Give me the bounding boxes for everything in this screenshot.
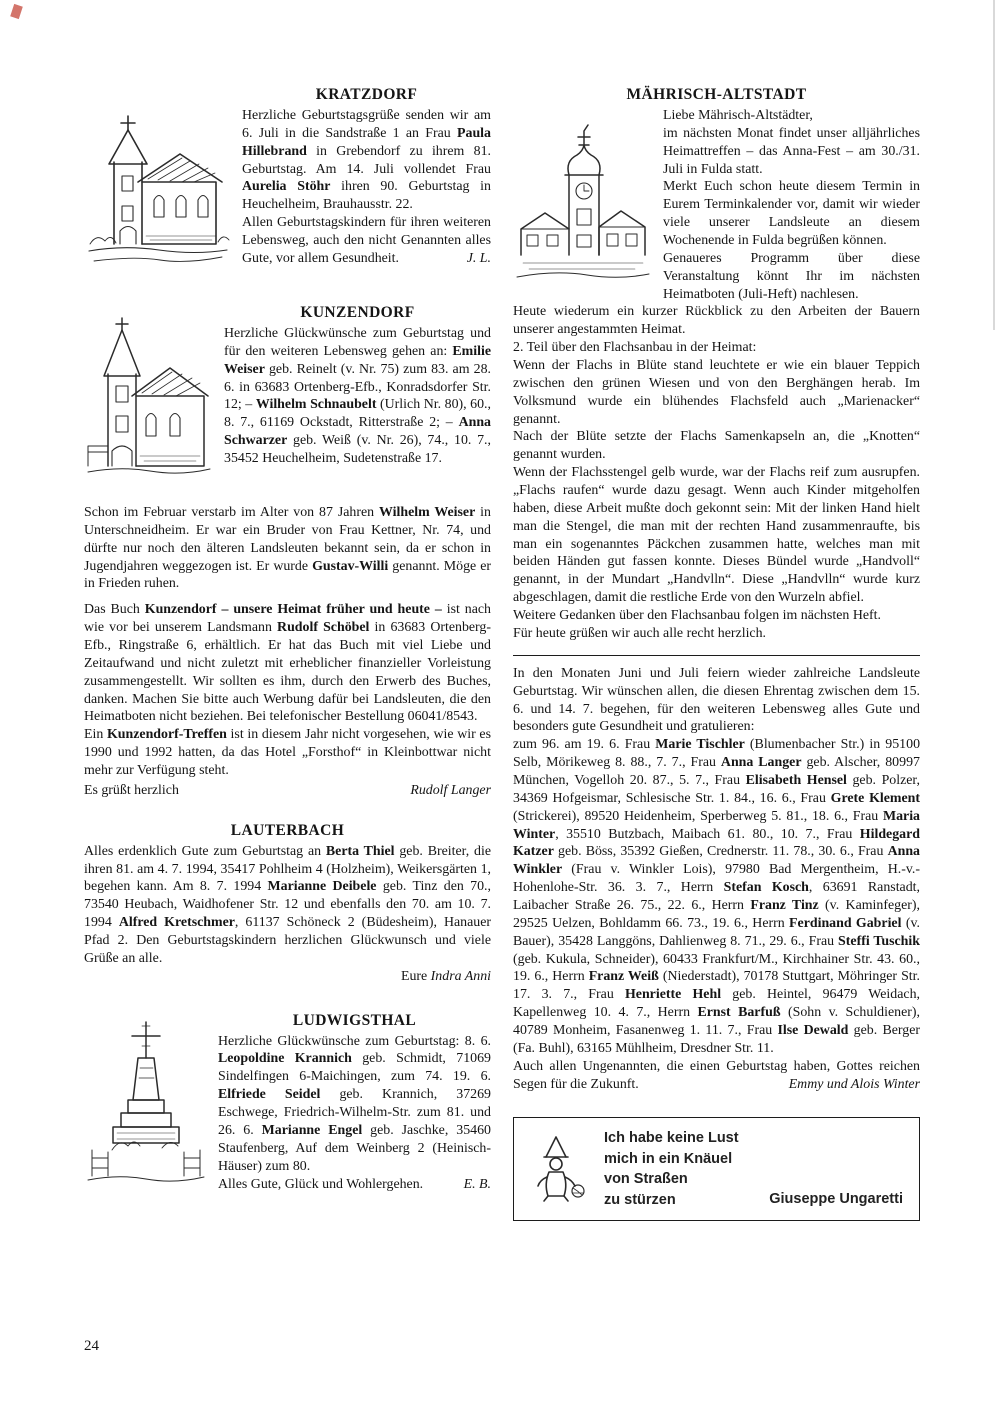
section-kunzendorf xyxy=(84,304,491,492)
kunzendorf-signature-line: Es grüßt herzlich Rudolf Langer xyxy=(84,782,491,798)
right-column xyxy=(513,86,920,1221)
section-kratzdorf-body xyxy=(242,86,491,268)
left-column xyxy=(84,86,491,1198)
section-lauterbach xyxy=(84,822,491,986)
maehrisch-intro-salutation: Liebe Mährisch-Altstädter, xyxy=(663,108,813,123)
flachs-paragraph-4: Nach der Blüte setzte der Flachs Samenkapseln an, die „Knotten“ genannt wurden. xyxy=(513,429,920,463)
maehrisch-intro-paragraph-2: Merkt Euch schon heute diesem Termin in Eurem Terminkalender vor, damit wir wieder viele unserer Landsleute an diesem Wochenende in Fulda begrüßen können. xyxy=(663,179,920,249)
lauterbach-paragraph-1: Alles erdenklich Gute zum Geburtstag an Berta Thiel geb. Breiter, die ihren 81. am 4. 7. 1994, 35417 Pohlheim 4 (Holzheim), Weikersgärten 1, begehen kann. Am 8. 7. 1994 Marianne Deibele geb. Tinz den 70., 73540 Heubach, Waidhofener Str. 12 und ebenfalls den 70. am 10. 7. 1994 Alfred Kretschmer, 61137 Schöneck 2 (Büdesheim), Hanauer Pfad 2. Den Geburtstagskindern herzlichen Glückwunsch und viele Grüße an alle. xyxy=(84,843,491,966)
scan-mark-red xyxy=(10,4,23,19)
kunzendorf-church-etching-illustration xyxy=(84,304,214,492)
birthdays-list-paragraph: zum 96. am 19. 6. Frau Marie Tischler (Blumenbacher Str.) in 95100 Selb, Mörikeweg 8. 88., 7. 7., Frau Anna Langer geb. Alscher, 80997 München, Vogelloh 20. 87., 5. 7., Frau Elisabeth Hensel geb. Polzer, 34369 Hofgeismar, Schlesische Str. 1. 84., 16. 6., Frau Grete Klement (Strickerei), 89520 Heidenheim, Sperberweg 5. 81., 18. 6., Frau Maria Winter, 35510 Butzbach, Maibach 61. 80., 10. 7., Frau Hildegard Katzer geb. Böss, 35392 Gießen, Crednerstr. 11. 78., 30. 6., Frau Anna Winkler (Frau v. Winkler Lois), 97980 Bad Mergentheim, H.-v.-Hohenlohe-Str. 36. 3. 7., Herrn Stefan Kosch, 63691 Ranstadt, Laibacher Straße 26. 75., 22. 6., Herrn Franz Tinz (v. Kaminfeger), 29525 Uelzen, Bohldamm 66. 73., 19. 6., Herrn Ferdinand Gabriel (v. Bauer), 35428 Langgöns, Dahlienweg 8. 71., 29. 6., Frau Steffi Tuschik (geb. Kukula, Schneider), 60433 Frankfurt/M., Kirchhainer Str. 43. 60., 19. 6., Herrn Franz Weiß (Niederstadt), 70178 Stuttgart, Möhringer Str. 17. 3. 7., Frau Henriette Hehl geb. Heintel, 96479 Weidach, Kapellenweg 10. 4. 7., Herrn Ernst Barfuß (Sohn v. Schuldiener), 40789 Monheim, Fasanenweg 1. 11. 7., Frau Ilse Dewald geb. Berger (Fa. Buhl), 63165 Mühlheim, Dresdner Str. 11. xyxy=(513,737,920,1056)
birthdays-closing-paragraph: Auch allen Ungenannten, die einen Geburtstag haben, Gottes reichen Segen für die Zukunft. Emmy und Alois Winter xyxy=(513,1058,920,1092)
flachs-paragraph-7: Für heute grüßen wir auch alle recht herzlich. xyxy=(513,625,767,641)
quote-attribution: Giuseppe Ungaretti xyxy=(769,1191,903,1208)
kunzendorf-treffen-paragraph: Ein Kunzendorf-Treffen ist in diesem Jahr nicht vorgesehen, wie wir es 1990 und 1992 hatten, da das Hotel „Forsthof“ in Kleinbottwar nicht mehr zur Verfügung steht. xyxy=(84,727,491,779)
quote-box xyxy=(513,1117,920,1221)
flachs-paragraph-5: Wenn der Flachsstengel gelb wurde, war der Flachs reif zum ausrupfen. „Flachs raufen“ wurde dazu gesagt. Wenn auch Kinder mitgeholfen haben, diese Arbeit mußte doch gekonnt sein: Mit der linken Hand hielt man die Stengel, die man mit der rechten Hand zusammenraufte, bis man ein sogenanntes Päckchen zusammen hatte, welches man mit beiden Händen gut fassen konnte. Dieses Bündel wurde „Handvoll“ genannt, in der Mundart „Handvlln“. Diese „Handvlln“ wurde kurz abgeschlagen, damit die restliche Erde von den Wurzeln abfiel. xyxy=(513,465,920,606)
birthdays-intro-paragraph: In den Monaten Juni und Juli feiern wieder zahlreiche Landsleute Geburtstag. Wir wünschen allen, die diesen Ehrentag zwischen dem 15. 6. und 14. 7. begehen, für den weiteren Lebensweg alles Gute und besonders gute Gesundheit und gratulieren: xyxy=(513,665,920,735)
kunzendorf-paragraph-1: Herzliche Glückwünsche zum Geburtstag und für den weiteren Lebensweg gehen an: Emilie Weiser geb. Reinelt (v. Nr. 75) zum 83. am 28. 6. in 63683 Ortenberg-Efb., Konradsdorfer Str. 12; – Wilhelm Schnaubelt (Urlich Nr. 80), 60., 8. 7., 61169 Ockstadt, Ritterstraße 2; – Anna Schwarzer geb. Weiß (v. Nr. 26), 74., 10. 7., 35452 Heuchelheim, Sudetenstraße 17. xyxy=(224,326,491,467)
section-maehrisch-altstadt xyxy=(513,107,920,303)
section-title-ludwigsthal: LUDWIGSTHAL xyxy=(292,1011,417,1029)
lauterbach-signature: Eure Indra Anni xyxy=(400,968,491,984)
kunzendorf-book-paragraph: Das Buch Kunzendorf – unsere Heimat früher und heute – ist nach wie vor bei unserem Landsmann Rudolf Schöbel in 63683 Ortenberg-Efb., Ringstraße 6, erhältlich. Er hat das Buch mit viel Liebe und Zeitaufwand und nicht zuletzt mit erheblicher finanzieller Vorleistung zusammengestellt. Wir sollten es ihm, durch den Erwerb des Buches, danken. Machen Sie bitte auch Werbung dafür bei Landsleuten, die den Heimatboten nicht beziehen. Bei telefonischer Bestellung 06041/8543. xyxy=(84,602,491,725)
kunzendorf-notes-block xyxy=(84,504,491,800)
kunzendorf-obituary-paragraph: Schon im Februar verstarb im Alter von 87 Jahren Wilhelm Weiser in Unterschneidheim. Er war ein Bruder von Frau Kettner, Nr. 74, und dürfte nur noch den älteren Landsleuten bekannt sein, da er schon in Jugendjahren weggezogen ist. Er wurde Gustav-Willi genannt. Möge er in Frieden ruhen. xyxy=(84,505,491,592)
ludwigsthal-paragraph-2: Alles Gute, Glück und Wohlergehen. E. B. xyxy=(218,1176,491,1192)
section-title-kunzendorf: KUNZENDORF xyxy=(300,304,415,321)
flachsanbau-text-block xyxy=(513,303,920,642)
section-title-kratzdorf: KRATZDORF xyxy=(315,86,418,103)
section-title-lauterbach: LAUTERBACH xyxy=(230,821,345,839)
section-ludwigsthal-body xyxy=(218,1012,491,1194)
flachs-paragraph-3: Wenn der Flachs in Blüte stand leuchtete er wie ein blauer Teppich zwischen den grünen Wiesen und von den Berghängen herab. Im Volksmund wurde ein blühendes Flachsfeld auch „Marienacker“ genannt. xyxy=(513,358,920,427)
maehrisch-intro-paragraph-1: im nächsten Monat findet unser alljährliches Heimattreffen – das Anna-Fest – am 30./31. Juli in Fulda statt. xyxy=(663,125,920,177)
kratzdorf-paragraph-1: Herzliche Geburtstagsgrüße senden wir am 6. Juli in die Sandstraße 1 an Frau Paula Hillebrand in Grebendorf zu ihrem 81. Geburtstag. Am 14. Juli vollendet Frau Aurelia Stöhr ihren 90. Geburtstag in Heuchelheim, Brauhausstr. 22. xyxy=(242,108,491,213)
section-kratzdorf xyxy=(84,86,491,278)
section-maehrisch-altstadt-body xyxy=(663,107,920,303)
maehrisch-intro-paragraph-3: Genaueres Programm über diese Veranstaltung könnt Ihr im nächsten Heimatboten (Juli-Heft) nachlesen. xyxy=(663,250,920,302)
flachs-paragraph-1: Heute wiederum ein kurzer Rückblick zu den Arbeiten der Bauern unserer angestammten Heimat. xyxy=(513,304,920,338)
kratzdorf-church-etching-illustration xyxy=(84,86,232,278)
section-divider xyxy=(513,655,920,656)
section-title-maehrisch-altstadt: MÄHRISCH-ALTSTADT xyxy=(626,86,807,103)
scan-edge-line xyxy=(993,0,995,330)
kratzdorf-paragraph-2: Allen Geburtstagskindern für ihren weiteren Lebensweg, auch den nicht Genannten alles Gute, vor allem Gesundheit. J. L. xyxy=(242,215,491,266)
quote-line-4: zu stürzen xyxy=(604,1191,676,1208)
page-number: 24 xyxy=(84,1338,99,1354)
flachs-paragraph-2: 2. Teil über den Flachsanbau in der Heimat: xyxy=(513,340,757,356)
two-column-layout xyxy=(84,86,920,1221)
gnome-yarn-illustration xyxy=(526,1133,588,1205)
quote-line-1: Ich habe keine Lust xyxy=(604,1130,739,1147)
quote-line-3: von Straßen xyxy=(604,1171,688,1188)
flachs-paragraph-6: Weitere Gedanken über den Flachsanbau folgen im nächsten Heft. xyxy=(513,608,881,624)
birthday-greetings-block xyxy=(513,665,920,1094)
quote-line-2: mich in ein Knäuel xyxy=(604,1150,733,1167)
section-kunzendorf-body xyxy=(224,304,491,468)
section-ludwigsthal xyxy=(84,1012,491,1198)
ludwigsthal-monument-etching-illustration xyxy=(84,1012,208,1198)
ludwigsthal-paragraph-1: Herzliche Glückwünsche zum Geburtstag: 8. 6. Leopoldine Krannich geb. Schmidt, 71069 Sindelfingen 6-Maichingen, zum 74. 19. 6. Elfriede Seidel geb. Krannich, 37269 Eschwege, Friedrich-Wilhelm-Str. zum 81. und 26. 6. Marianne Engel geb. Jaschke, 35460 Staufenberg, Auf dem Weinberg 2 (Heinisch-Häuser) zum 80. xyxy=(218,1033,491,1174)
maehrisch-altstadt-tower-etching-illustration xyxy=(513,107,653,295)
quote-text xyxy=(604,1128,739,1210)
